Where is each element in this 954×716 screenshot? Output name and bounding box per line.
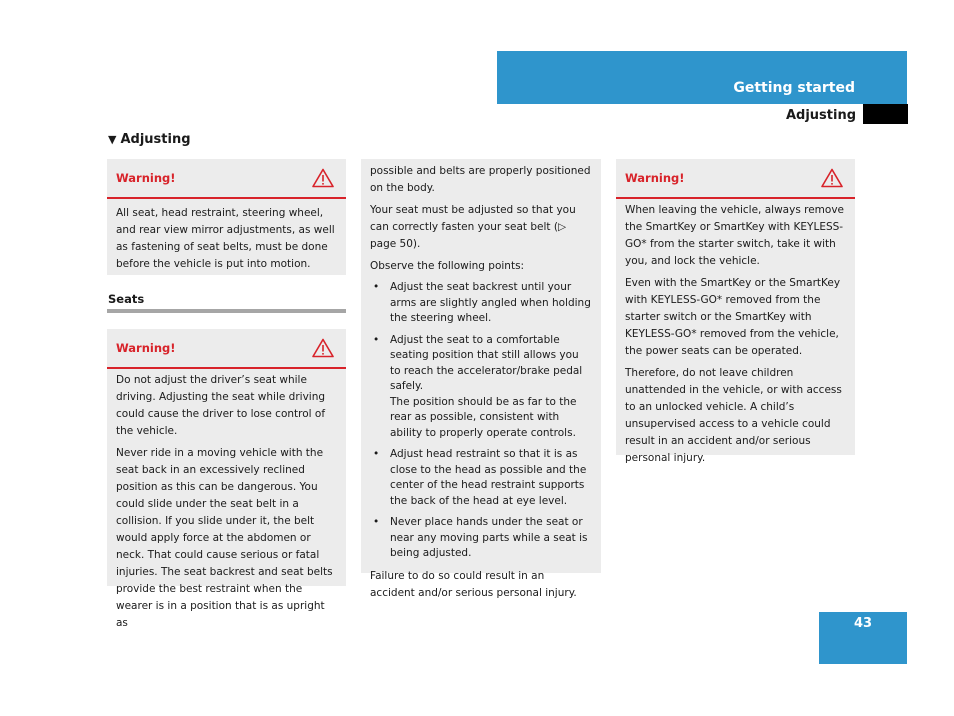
warning-header (107, 159, 346, 199)
list-item: • Adjust the seat backrest until your arms are slightly angled when holding the steering wheel. (370, 280, 592, 327)
warning-triangle-icon (821, 168, 843, 188)
continued-paragraph: possible and belts are properly positioned on the body. (370, 165, 591, 194)
warning-paragraph: All seat, head restraint, steering wheel, and rear view mirror adjustments, as well as fastening of seat belts, must be done before the vehicle is put into motion. (116, 207, 335, 270)
warning-header (107, 329, 346, 369)
warning-label: Warning! (625, 171, 685, 185)
warning-paragraph: Never ride in a moving vehicle with the seat back in an excessively reclined position as this can be dangerous. You could slide under the seat belt in a collision. If you slide under it, the belt would apply force at the abdomen or neck. That could cause serious or fatal injuries. The seat backrest and seat belts provide the best restraint when the wearer is in a position that is as upright as (116, 447, 333, 629)
section-subtitle: Adjusting (785, 108, 856, 123)
observe-paragraph: Observe the following points: (370, 260, 525, 272)
list-item: • Adjust the seat to a comfortable seating position that still allows you to reach the accelerator/brake pedal safely. The position should be as far to the rear as possible, consistent with ability to properly operate controls. (370, 333, 592, 442)
instruction-list (361, 280, 601, 562)
chapter-tab-marker (863, 104, 908, 124)
warning-box-smartkey (616, 159, 855, 464)
seat-instructions-box (361, 159, 601, 599)
warning-triangle-icon (312, 168, 334, 188)
warning-paragraph: Do not adjust the driver’s seat while driving. Adjusting the seat while driving could cause the driver to lose control of the vehicle. (116, 374, 326, 437)
warning-box-seats (107, 329, 346, 629)
page-number-box (819, 612, 907, 664)
heading-divider (107, 309, 346, 313)
warning-box-adjust (107, 159, 346, 275)
chapter-title: Getting started (733, 80, 855, 96)
warning-label: Warning! (116, 171, 176, 185)
seats-heading: Seats (108, 292, 145, 306)
failure-paragraph: Failure to do so could result in an accident and/or serious personal injury. (370, 569, 577, 599)
section-heading (108, 132, 191, 147)
page-number: 43 (853, 616, 873, 631)
warning-paragraph: Therefore, do not leave children unattended in the vehicle, or with access to an unlocked vehicle. A child’s unsupervised access to a vehicle could result in an accident and/or serious personal injury. (625, 367, 842, 464)
list-item: • Adjust head restraint so that it is as close to the head as possible and the center of the head restraint supports the back of the head at eye level. (370, 447, 592, 509)
warning-paragraph: When leaving the vehicle, always remove the SmartKey or SmartKey with KEYLESS-GO* from the starter switch, take it with you, and lock the vehicle. (625, 204, 844, 267)
header-bar (497, 51, 907, 104)
warning-paragraph: Even with the SmartKey or the SmartKey with KEYLESS-GO* removed from the starter switch or the SmartKey with KEYLESS-GO* removed from the vehicle, the power seats can be operated. (625, 277, 841, 357)
warning-label: Warning! (116, 341, 176, 355)
seat-belt-paragraph: Your seat must be adjusted so that you can correctly fasten your seat belt (▷ page 50). (370, 204, 576, 250)
list-item: • Never place hands under the seat or near any moving parts while a seat is being adjusted. (370, 515, 592, 562)
triangle-down-icon: ▼ (108, 133, 117, 146)
section-heading-text: Adjusting (120, 132, 191, 147)
warning-triangle-icon (312, 338, 334, 358)
warning-header (616, 159, 855, 199)
